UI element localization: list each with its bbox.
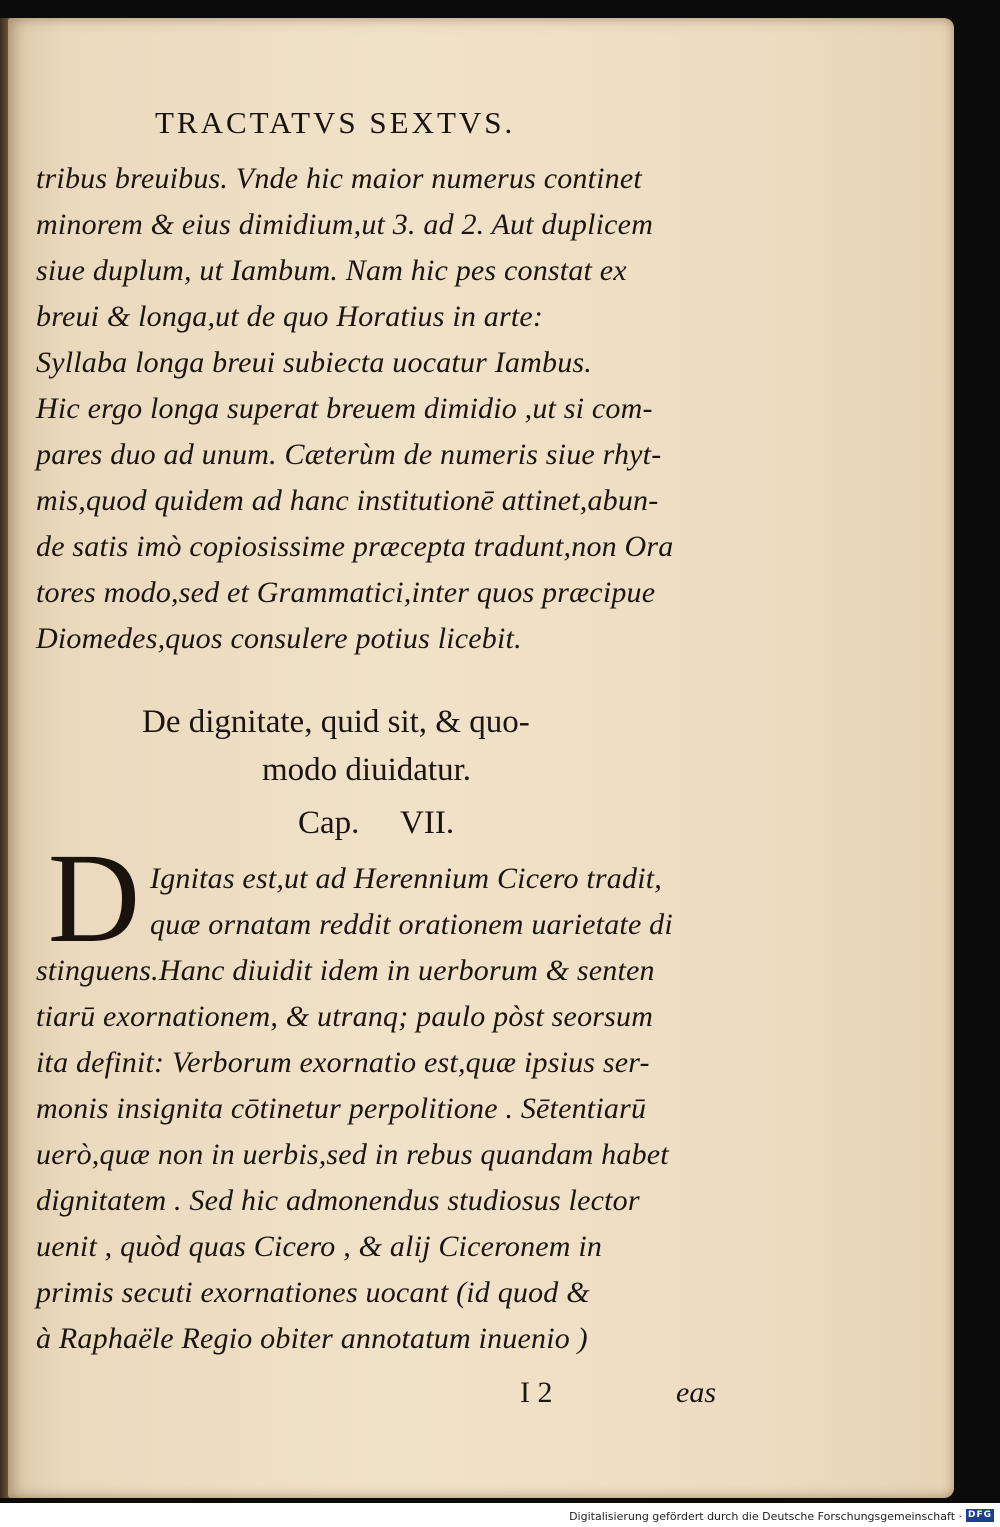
signature-mark: I 2 <box>520 1376 553 1409</box>
text-line: quæ ornatam reddit orationem uarietate di <box>150 908 673 941</box>
text-line: uenit , quòd quas Cicero , & alij Ciceronem in <box>36 1230 603 1263</box>
funding-credit: Digitalisierung gefördert durch die Deutsche Forschungsgemeinschaft · <box>569 1510 962 1523</box>
text-line: pares duo ad unum. Cæterùm de numeris siue rhyt- <box>36 438 662 471</box>
text-line: Ignitas est,ut ad Herennium Cicero tradit, <box>150 862 662 895</box>
text-line: siue duplum, ut Iambum. Nam hic pes constat ex <box>36 254 627 287</box>
text-line: Syllaba longa breui subiecta uocatur Iambus. <box>36 346 592 379</box>
text-line: breui & longa,ut de quo Horatius in arte: <box>36 300 544 333</box>
text-line: de satis imò copiosissime præcepta tradunt,non Ora <box>36 530 674 563</box>
text-line: mis,quod quidem ad hanc institutionē attinet,abun- <box>36 484 659 517</box>
text-line: à Raphaële Regio obiter annotatum inuenio ) <box>36 1322 588 1355</box>
text-line: Diomedes,quos consulere potius licebit. <box>36 622 522 655</box>
text-line: primis secuti exornationes uocant (id quod & <box>36 1276 590 1309</box>
text-line: uerò,quæ non in uerbis,sed in rebus quandam habet <box>36 1138 669 1171</box>
text-line: monis insignita cōtinetur perpolitione . Sētentiarū <box>36 1092 647 1125</box>
catchword: eas <box>676 1376 716 1409</box>
text-line: ita definit: Verborum exornatio est,quæ ipsius ser- <box>36 1046 650 1079</box>
text-line: stinguens.Hanc diuidit idem in uerborum & senten <box>36 954 655 987</box>
text-line: tores modo,sed et Grammatici,inter quos præcipue <box>36 576 656 609</box>
chapter-heading-line-1: De dignitate, quid sit, & quo- <box>142 704 530 740</box>
dfg-logo: DFG <box>967 1510 992 1520</box>
chapter-number: Cap. VII. <box>298 805 455 841</box>
drop-cap-initial: D <box>47 827 141 969</box>
text-line: dignitatem . Sed hic admonendus studiosus lector <box>36 1184 640 1217</box>
text-line: tiarū exornationem, & utranq; paulo pòst seorsum <box>36 1000 654 1033</box>
text-line: minorem & eius dimidium,ut 3. ad 2. Aut duplicem <box>36 208 654 241</box>
running-head: TRACTATVS SEXTVS. <box>155 105 516 140</box>
chapter-heading-line-2: modo diuidatur. <box>262 752 471 788</box>
text-line: Hic ergo longa superat breuem dimidio ,ut si com- <box>36 392 653 425</box>
text-line: tribus breuibus. Vnde hic maior numerus continet <box>36 162 642 195</box>
